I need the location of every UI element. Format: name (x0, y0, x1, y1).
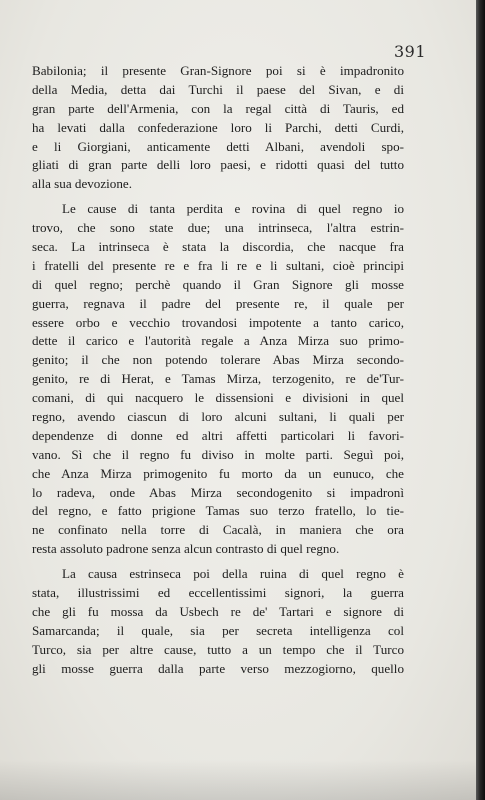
text-line: che Anza Mirza primogenito fu morto da un eunuco, che (32, 465, 404, 481)
text-line: e li Giorgiani, anticamente detti Albani, avendoli spo- (32, 138, 404, 154)
text-line: dependenze di donne ed altri affetti particolari li favori- (32, 427, 404, 443)
text-line: Babilonia; il presente Gran-Signore poi si è impadronito (32, 63, 404, 78)
text-line: guerra, regnava il padre del presente re, il quale per (32, 295, 404, 311)
text-line: vano. Sì che il regno fu diviso in molte parti. Seguì poi, (32, 446, 404, 462)
binding-edge (476, 0, 485, 800)
text-line: resta assoluto padrone senza alcun contrasto di quel regno. (32, 541, 340, 557)
page-number: 391 (393, 42, 426, 61)
text-line: che gli fu mossa da Usbech re de' Tartari e signore di (32, 603, 404, 619)
text-line: Turco, sia per altre cause, tutto a un tempo che il Turco (32, 641, 404, 657)
text-line: alla sua devozione. (32, 176, 132, 192)
text-line: del regno, e fatto prigione Tamas suo terzo fratello, lo tie- (32, 503, 404, 519)
paragraph (32, 62, 404, 194)
body-text (32, 62, 404, 679)
text-line: ha levati dalla confederazione loro li Parchi, detti Curdi, (32, 119, 404, 135)
text-line: dette il carico e l'autorità regale a Anza Mirza suo primo- (32, 333, 404, 349)
text-line: regno, avendo ciascun di loro alcuni sultani, li quali per (32, 409, 404, 425)
text-line: ne confinato nella torre di Cacalà, in maniera che ora (32, 522, 404, 538)
text-line: stata, illustrissimi ed eccellentissimi signori, la guerra (32, 585, 404, 601)
text-line: trovo, che sono state due; una intrinseca, l'altra estrin- (32, 220, 404, 236)
paragraph (32, 200, 404, 559)
text-line: seca. La intrinseca è stata la discordia, che nacque fra (32, 239, 404, 255)
text-line: gli mosse guerra dalla parte verso mezzogiorno, quello (32, 660, 404, 676)
paragraph (32, 565, 404, 678)
text-line: genito, re di Herat, e Tamas Mirza, terzogenito, re de'Tur- (32, 371, 404, 387)
text-line: gran parte dell'Armenia, con la regal città di Tauris, ed (32, 100, 404, 116)
text-line: i fratelli del presente re e fra li re e li sultani, cioè principi (32, 257, 404, 273)
text-line: gliati di gran parte delli loro paesi, e ridotti quasi del tutto (32, 157, 404, 173)
text-line: di quel regno; perchè quando il Gran Signore gli mosse (32, 276, 404, 292)
text-line: La causa estrinseca poi della ruina di quel regno è (62, 566, 404, 582)
text-line: lo radeva, onde Abas Mirza secondogenito si impadronì (32, 484, 404, 500)
text-line: essere orbo e vecchio trovandosi impotente a tanto carico, (32, 314, 404, 330)
page-shadow (0, 760, 476, 800)
text-line: Samarcanda; il quale, sia per secreta intelligenza col (32, 622, 404, 638)
text-line: comani, di qui nacquero le dissensioni e divisioni in quel (32, 390, 404, 406)
text-line: Le cause di tanta perdita e rovina di quel regno io (62, 201, 404, 217)
text-line: genito; il che non potendo tolerare Abas Mirza secondo- (32, 352, 404, 368)
text-line: della Media, detta dai Turchi il paese del Sivan, e di (32, 81, 404, 97)
